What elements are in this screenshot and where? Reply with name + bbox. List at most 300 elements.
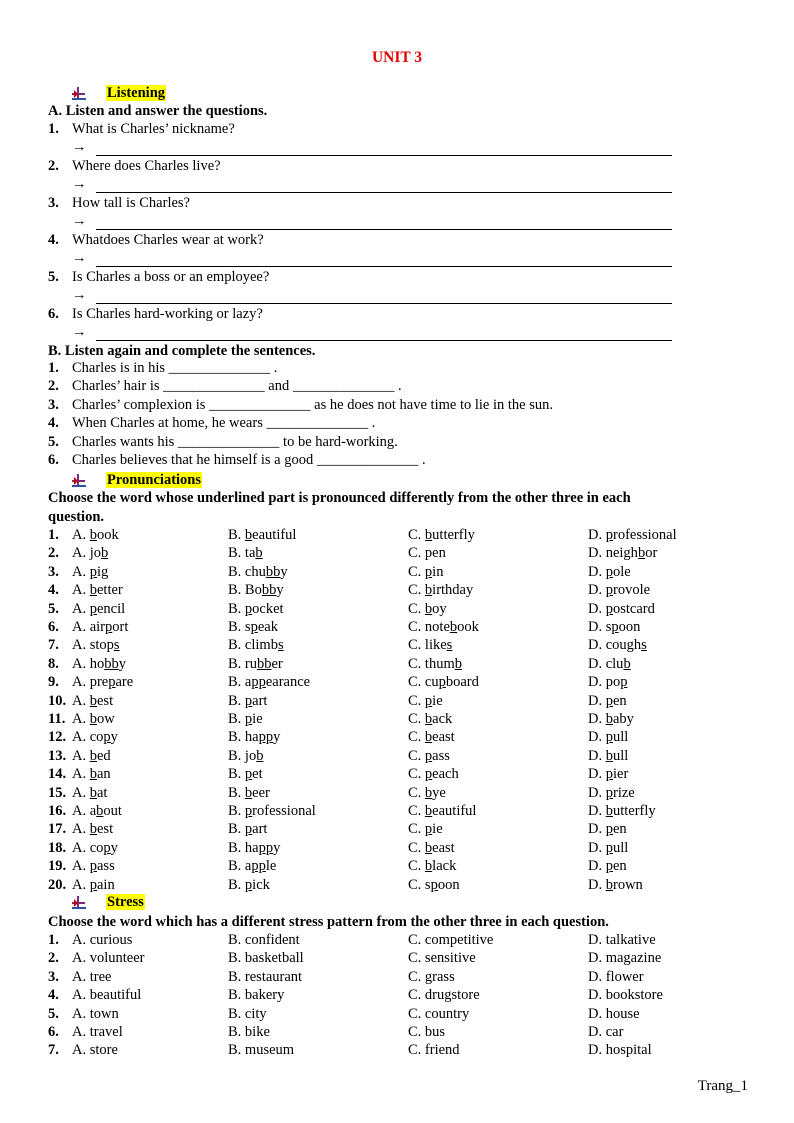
option-text: A. ho [72,655,105,672]
underlined-part: pp [258,839,274,856]
option-text: B. [228,766,245,783]
answer-line [96,290,672,304]
answer-arrow: → [72,287,87,303]
option-c [408,618,479,636]
option-c [408,747,450,765]
underlined-part: b [424,784,433,801]
option-text: aby [612,711,634,727]
underlined-part: b [449,619,458,635]
question-number: 6. [48,619,59,635]
option-text: an [96,766,111,783]
option-b: B. museum [228,1042,295,1059]
option-d [588,655,631,673]
option-text: ick [252,876,270,893]
option-b [228,618,278,636]
option-a: A. curious [72,932,133,948]
underlined-part: b [244,527,253,543]
option-text: D. [588,858,606,875]
option-b [228,784,270,802]
underlined-part: b [89,692,97,709]
question-text: How tall is Charles? [72,195,190,211]
option-text: eautiful [432,803,477,819]
option-text: rize [612,784,635,801]
option-d [588,544,657,562]
option-text: at [96,784,108,801]
option-text: ull [612,747,629,764]
option-text: D. [588,600,606,617]
option-b [228,765,263,783]
option-a: A. volunteer [72,950,145,967]
option-text: D. [588,563,606,580]
option-text: B. jo [228,747,257,764]
option-c [408,857,456,875]
option-c: C. grass [408,968,455,985]
underlined-part: b [89,711,97,727]
option-text: ocket [252,600,284,617]
bullet-arrow-icon [70,474,88,488]
option-text: are [115,674,134,691]
option-text: ye [432,784,446,801]
question-number: 3. [48,563,59,580]
answer-line [96,327,672,341]
underlined-part: p [424,747,433,764]
option-text: C. [408,803,425,819]
option-b: B. restaurant [228,968,303,985]
underlined-part: b [89,784,97,801]
option-b: B. basketball [228,950,304,967]
option-text: B. Bo [228,582,262,599]
option-text: utterfly [432,527,475,543]
option-text: B. ru [228,655,257,672]
option-b [228,728,280,746]
option-text: A. stop [72,637,114,654]
answer-line [96,142,672,156]
underlined-part: b [424,527,433,543]
option-d [588,636,647,654]
option-d: D. hospital [588,1042,652,1059]
option-text: y [273,839,281,856]
underlined-part: b [244,784,253,801]
option-text: A. [72,784,90,801]
option-b [228,600,284,618]
option-d [588,728,628,746]
underlined-part: s [113,637,120,654]
option-c [408,673,479,691]
option-text: ort [112,619,129,635]
option-text: C. [408,858,425,875]
option-a: A. tree [72,968,112,985]
option-c [408,820,443,838]
option-text: ie [432,821,443,838]
option-d: D. magazine [588,950,662,967]
underlined-part: p [605,839,613,856]
option-a [72,857,115,875]
option-text: A. [72,711,90,727]
option-text: lack [432,858,457,875]
underlined-part: p [605,692,613,709]
option-text: B. [228,600,245,617]
underlined-part: b [89,821,97,838]
option-text: C. [408,527,425,543]
option-text: D. [588,729,606,746]
option-d [588,581,650,599]
option-b [228,839,280,857]
section-heading-stress [70,893,145,912]
option-text: er [271,655,283,672]
underlined-part: b [424,582,433,599]
option-text: etter [96,582,123,599]
option-d [588,563,631,581]
option-a: A. travel [72,1024,123,1040]
question-number: 7. [48,1042,59,1059]
option-text: A. pre [72,674,109,691]
option-text: C. [408,711,425,727]
sentence-text: Charles wants his ______________ to be hard-working. [72,433,398,450]
section-label: Stress [107,894,144,910]
underlined-part: p [438,674,446,691]
option-text: C. s [408,876,431,893]
underlined-part: pp [251,674,266,691]
underlined-part: b [424,803,433,819]
option-text: eer [252,784,270,801]
underlined-part: p [250,619,258,635]
option-a [72,710,115,728]
underlined-part: p [605,858,613,875]
option-b [228,820,267,838]
underlined-part: p [605,563,613,580]
option-b [228,581,284,599]
question-number: 9. [48,674,59,691]
option-text: C. [408,729,425,746]
question-text: Is Charles a boss or an employee? [72,269,270,285]
section-heading-pronunciations [70,471,202,490]
option-a [72,765,111,783]
option-text: B. ha [228,729,259,746]
option-text: rovole [612,582,651,599]
answer-line [96,179,672,193]
option-text: D. [588,711,606,727]
underlined-part: b [256,747,264,764]
underlined-part: p [244,766,253,783]
option-a [72,747,111,765]
option-c: C. bus [408,1024,446,1040]
option-text: C. pen [408,545,446,562]
question-number: 3. [48,195,59,211]
option-text: B. [228,692,245,709]
option-text: D. [588,821,606,838]
option-a [72,876,115,894]
underlined-part: b [101,545,109,562]
underlined-part: bb [261,582,277,599]
underlined-part: b [424,858,433,875]
underlined-part: p [244,821,253,838]
option-text: A. jo [72,545,101,562]
option-a [72,820,113,838]
option-a [72,673,133,691]
answer-arrow: → [72,324,87,340]
underlined-part: b [605,747,613,764]
option-text: ow [96,711,115,727]
option-c [408,765,459,783]
option-text: B. a [228,858,252,875]
option-text: C. [408,563,425,580]
underlined-part: b [424,839,433,856]
option-text: encil [96,600,126,617]
question-number: 15. [48,784,67,801]
option-text: rofessional [612,527,677,543]
option-a [72,618,128,636]
option-text: D. [588,784,606,801]
option-b: B. bike [228,1024,270,1040]
section-label: Pronunciations [107,472,202,488]
underlined-part: p [244,692,253,709]
question-number: 5. [48,269,59,285]
option-d [588,526,677,544]
underlined-part: b [89,747,97,764]
underlined-part: b [96,803,104,819]
option-text: rown [612,876,643,893]
option-text: en [612,821,627,838]
underlined-part: p [424,563,433,580]
option-d [588,839,628,857]
option-text: est [96,692,114,709]
question-number: 4. [48,987,59,1004]
question-number: 4. [48,582,59,599]
option-text: east [432,839,455,856]
answer-arrow: → [72,250,87,266]
option-a: A. beautiful [72,987,142,1004]
option-text: C. cu [408,674,439,691]
underlined-part: p [244,876,253,893]
question-number: 14. [48,766,67,783]
option-text: ed [96,747,111,764]
question-number: 3. [48,968,59,985]
option-text: each [432,766,459,783]
option-text: C. thum [408,655,455,672]
option-a [72,692,113,710]
option-c: C. country [408,1005,470,1022]
option-c [408,728,455,746]
option-text: A. air [72,619,106,635]
question-number: 5. [48,600,59,617]
option-text: y [118,655,126,672]
option-text: B. [228,876,245,893]
unit-title: UNIT 3 [371,49,423,66]
underlined-part: b [605,876,613,893]
option-text: ie [432,692,443,709]
option-text: D. [588,766,606,783]
underlined-part: p [108,674,116,691]
question-number: 2. [48,545,59,562]
option-text: ie [252,711,263,727]
underlined-part: p [424,766,433,783]
option-text: oy [432,600,447,617]
underlined-part: p [424,692,433,709]
option-text: et [252,766,263,783]
question-number: 12. [48,729,67,746]
underlined-part: b [89,527,97,543]
sentence-number: 5. [48,433,59,450]
question-number: 5. [48,1005,59,1022]
option-d [588,857,627,875]
option-text: C. [408,747,425,764]
option-a [72,636,120,654]
underlined-part: b [89,582,97,599]
underlined-part: bb [265,563,281,580]
question-number: 6. [48,1024,59,1040]
underlined-part: b [605,803,613,819]
underlined-part: p [89,600,97,617]
page-number: Trang_1 [697,1078,748,1094]
option-d [588,820,627,838]
option-b [228,876,270,894]
option-text: y [110,729,118,746]
option-text: earance [265,674,311,691]
option-c [408,600,447,618]
sentence-text: When Charles at home, he wears ______________ . [72,415,376,432]
option-c [408,636,452,654]
underlined-part: p [105,619,113,635]
option-text: ig [96,563,109,580]
option-b [228,692,267,710]
option-text: ain [96,876,115,893]
option-a [72,563,108,581]
option-text: D. [588,582,606,599]
option-c [408,839,455,857]
underlined-part: p [244,711,253,727]
section-heading-listening [70,84,166,103]
question-number: 20. [48,876,67,893]
answer-arrow: → [72,213,87,229]
option-text: B. ha [228,839,259,856]
sentence-text: Charles believes that he himself is a good ______________ . [72,452,426,468]
underlined-part: bb [257,655,272,672]
pron-instruction-2: question. [48,509,105,525]
option-c: C. drugstore [408,987,480,1004]
option-text: A. [72,821,90,838]
underlined-part: p [424,821,433,838]
option-text: D. [588,803,606,819]
question-number: 2. [48,950,59,967]
option-a [72,728,118,746]
option-text: D. [588,527,606,543]
option-b [228,563,288,581]
option-text: D. [588,747,606,764]
option-text: y [280,563,288,580]
option-text: rofessional [252,803,316,819]
question-number: 1. [48,932,59,948]
option-text: A. [72,876,90,893]
option-d [588,876,643,894]
underlined-part: pp [251,858,266,875]
option-text: D. po [588,674,621,691]
option-text: D. [588,876,606,893]
option-b: B. city [228,1005,267,1022]
option-d [588,784,635,802]
option-c [408,692,443,710]
option-d [588,747,628,765]
option-a: A. town [72,1005,119,1022]
option-text: A. co [72,839,104,856]
option-a [72,784,107,802]
underlined-part: p [605,729,613,746]
option-b [228,655,283,673]
option-text: A. [72,766,90,783]
option-d [588,765,628,783]
underlined-part: b [424,600,433,617]
option-text: D. clu [588,655,624,672]
part-a-heading: A. Listen and answer the questions. [48,103,268,119]
question-text: What is Charles’ nickname? [72,121,235,137]
answer-line [96,216,672,230]
answer-line [96,253,672,267]
option-text: y [110,839,118,856]
option-a [72,526,119,544]
option-text: B. s [228,619,251,635]
sentence-number: 1. [48,360,59,376]
option-a [72,802,122,820]
underlined-part: b [454,655,462,672]
option-text: A. [72,858,90,875]
option-text: B. chu [228,563,266,580]
option-text: B. [228,527,245,543]
underlined-part: p [611,619,619,635]
option-text: B. [228,821,245,838]
option-text: eautiful [252,527,297,543]
option-c [408,710,452,728]
underlined-part: b [605,711,613,727]
option-text: ack [432,711,453,727]
option-d: D. talkative [588,932,656,948]
underlined-part: pp [258,729,274,746]
underlined-part: p [620,674,628,691]
underlined-part: p [430,876,438,893]
pron-instruction-1: Choose the word whose underlined part is pronounced differently from the other three in each [48,490,631,506]
option-d [588,710,634,728]
option-text: A. a [72,803,97,819]
underlined-part: p [244,600,253,617]
option-text: ass [432,747,450,764]
option-text: eak [257,619,278,635]
option-text: ull [612,729,629,746]
question-number: 18. [48,839,67,856]
question-text: Is Charles hard-working or lazy? [72,306,263,322]
option-text: C. [408,766,425,783]
question-number: 2. [48,158,59,174]
question-number: 7. [48,637,59,654]
question-number: 10. [48,692,67,709]
underlined-part: s [446,637,453,654]
option-text: en [612,692,627,709]
underlined-part: p [89,876,97,893]
option-text: east [432,729,455,746]
question-number: 19. [48,858,67,875]
option-b [228,526,296,544]
option-text: est [96,821,114,838]
underlined-part: p [605,527,613,543]
option-text: A. [72,527,90,543]
underlined-part: p [605,821,613,838]
answer-arrow: → [72,176,87,192]
option-text: out [103,803,122,819]
sentence-number: 6. [48,452,59,468]
option-a [72,600,125,618]
option-text: le [265,858,277,875]
option-text: B. [228,784,245,801]
option-b [228,673,310,691]
option-a [72,655,126,673]
question-text: Where does Charles live? [72,158,221,174]
